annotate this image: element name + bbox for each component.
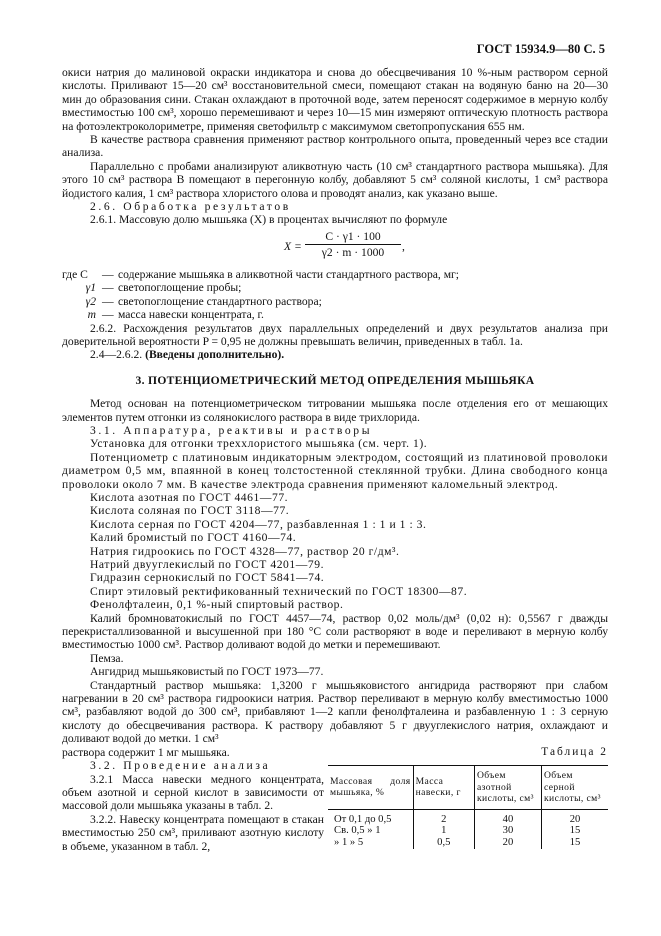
paragraph-standard-solution-end: раствора содержит 1 мг мышьяка. (62, 745, 230, 759)
data-table (328, 765, 608, 849)
paragraph-3-2-1: 3.2.1 Масса навески медного концентрата, объем азотной и серной кислот в зависимости от массовой доли мышьяка указаны в табл. 2. (62, 772, 324, 813)
list-item: Кислота соляная по ГОСТ 3118—77. (90, 504, 290, 518)
table-row (328, 837, 608, 849)
paragraph: Параллельно с пробами анализируют аликвотную часть (10 см³ стандартного раствора мышьяка). Для этого 10 см³ раствора В помещают в перегонную колбу, добавляют 5 см³ соляной кислоты, 1 см³ раствора йодистого калия, 1 см³ раствора хлористого олова и проводят анализ, как указано выше. (62, 159, 608, 200)
table-header-cell: Массовая доля мышьяка, % (328, 766, 413, 810)
table-row (328, 825, 608, 837)
table-cell: 0,5 (413, 837, 474, 849)
list-item: Натрия гидроокись по ГОСТ 4328—77, раствор 20 г/дм³. (90, 544, 400, 558)
legend-row (62, 281, 608, 294)
legend-text: масса навески концентрата, г. (118, 308, 264, 322)
list-item: Гидразин сернокислый по ГОСТ 5841—74. (90, 571, 325, 585)
subsection-heading-2-6: 2.6. Обработка результатов (90, 200, 291, 214)
table-2 (328, 746, 608, 849)
table-cell: 15 (541, 837, 608, 849)
legend-dash: — (102, 294, 114, 308)
paragraph-3-2-2: 3.2.2. Навеску концентрата помещают в стакан вместимостью 250 см³, приливают азотную кислоту в объеме, указанном в табл. 2, (62, 812, 324, 853)
table-cell: » 1 » 5 (334, 837, 364, 849)
table-cell: От 0,1 до 0,5 (334, 813, 392, 825)
table-cell: Св. 0,5 » 1 (334, 825, 381, 837)
legend-text: светопоглощение стандартного раствора; (118, 294, 322, 308)
formula-legend (62, 268, 608, 322)
table-header-cell: Объем азотной кислоты, см³ (474, 766, 541, 810)
paragraph-anhydride: Ангидрид мышьяковистый по ГОСТ 1973—77. (90, 665, 324, 679)
formula-fraction (305, 230, 401, 260)
paragraph-2-6-2: 2.6.2. Расхождения результатов двух параллельных определений и двух результатов анализа при доверительной вероятности P = 0,95 не должны превышать величин, приведенных в табл. 1а. (62, 321, 608, 348)
formula-lhs: X = (284, 239, 302, 253)
page-header: ГОСТ 15934.9—80 С. 5 (476, 42, 605, 56)
list-item: Спирт этиловый ректификованный технический по ГОСТ 18300—87. (90, 584, 468, 598)
list-item: Установка для отгонки треххлористого мышьяка (см. черт. 1). (90, 437, 428, 451)
legend-symbol: γ2 (85, 294, 96, 308)
legend-dash: — (102, 308, 114, 322)
amendment-text: (Введены дополнительно). (145, 348, 285, 362)
legend-row (62, 295, 608, 308)
table-cell: 20 (541, 809, 608, 825)
formula (62, 230, 608, 264)
section-title-3: 3. ПОТЕНЦИОМЕТРИЧЕСКИЙ МЕТОД ОПРЕДЕЛЕНИЯ МЫШЬЯКА (135, 373, 535, 387)
paragraph: В качестве раствора сравнения применяют раствор контрольного опыта, проведенный через все стадии анализа. (62, 133, 608, 160)
list-item: Кислота серная по ГОСТ 4204—77, разбавленная 1 : 1 и 1 : 3. (90, 517, 427, 531)
subsection-heading-3-1: 3.1. Аппаратура, реактивы и растворы (90, 423, 373, 437)
paragraph: окиси натрия до малиновой окраски индикатора и снова до обесцвечивания 10 %-ным раствором серной кислоты. Приливают 15—20 см³ восстановительной смеси, помещают стакан на водяную баню на 20—30 мин до образования сини. Стакан охлаждают в проточной воде, затем переносят содержимое в мерную колбу вместимостью 100 см³, хорошо перемешивают и через 10—15 мин измеряют оптическую плотность раствора на фотоэлектроколориметре, применяя светофильтр с максимумом светопропускания 655 нм. (62, 66, 608, 133)
legend-dash: — (102, 267, 114, 281)
formula-numerator: C · γ1 · 100 (305, 230, 401, 245)
list-item: Фенолфталеин, 0,1 %-ный спиртовый раствор. (90, 598, 344, 612)
subsection-heading-3-2: 3.2. Проведение анализа (90, 759, 271, 773)
formula-end: , (402, 239, 405, 253)
legend-symbol: γ1 (85, 281, 96, 295)
paragraph-pumice: Пемза. (90, 651, 124, 665)
table-header-cell: Масса навески, г (413, 766, 474, 810)
table-header-cell: Объем серной кислоты, см³ (541, 766, 608, 810)
legend-dash: — (102, 281, 114, 295)
table-caption: Таблица 2 (541, 745, 608, 758)
section-intro: Метод основан на потенциометрическом титровании мышьяка после отделения его от мешающих элементов путем отгонки из солянокислого раствора в виде трихлорида. (62, 397, 608, 424)
formula-denominator: γ2 · m · 1000 (321, 246, 385, 260)
table-cell: 2 (413, 809, 474, 825)
table-header-row (328, 766, 608, 810)
paragraph-standard-solution: Стандартный раствор мышьяка: 1,3200 г мышьяковистого ангидрида растворяют при слабом нагревании в 20 см³ раствора гидроокиси натрия. Раствор переливают в мерную колбу вместимостью 1000 см³, разбавляют водой до 300 см³, прибавляют 1—2 капли фенолфталеина и разбавленную 1 : 3 серную кислоту до обесцвечивания раствора. К раствору добавляют 5 г двууглекислого натрия, охлаждают и доливают водой до метки. 1 см³ (62, 678, 608, 746)
legend-symbol: m (87, 308, 96, 322)
reagent-list (62, 437, 608, 611)
table-cell: 15 (541, 825, 608, 837)
amendment-note (62, 348, 608, 361)
bottom-area (62, 746, 608, 853)
list-item: Кислота азотная по ГОСТ 4461—77. (90, 490, 289, 504)
list-item: Потенциометр с платиновым индикаторным электродом, состоящий из платиновой проволоки диаметром 0,5 мм, впаянной в конец толстостенной стеклянной трубки. Длина свободного конца проволоки около 7 мм. В качестве электрода сравнения применяют каломельный электрод. (62, 450, 608, 491)
table-cell: 1 (413, 825, 474, 837)
paragraph-2-6-1: 2.6.1. Массовую долю мышьяка (X) в процентах вычисляют по формуле (90, 213, 448, 227)
legend-symbol: где C (62, 267, 88, 281)
paragraph-potassium-bromate: Калий бромноватокислый по ГОСТ 4457—74, раствор 0,02 моль/дм³ (0,02 н): 0,5567 г дважды перекристаллизованной и высушенной при 180 °С соли растворяют в воде и переливают в мерную колбу вместимостью 1000 см³. Раствор доливают водой до метки и перемешивают. (62, 611, 608, 652)
table-row (328, 809, 608, 825)
table-cell: 20 (474, 837, 541, 849)
amendment-ref: 2.4—2.6.2. (90, 348, 143, 362)
legend-text: светопоглощение пробы; (118, 281, 242, 295)
table-cell: 40 (474, 809, 541, 825)
page-body (62, 66, 608, 853)
legend-row (62, 308, 608, 321)
list-item: Натрий двууглекислый по ГОСТ 4201—79. (90, 558, 325, 571)
table-cell: 30 (474, 825, 541, 837)
left-column (62, 746, 324, 853)
legend-row (62, 268, 608, 281)
legend-text: содержание мышьяка в аликвотной части стандартного раствора, мг; (118, 267, 460, 281)
list-item: Калий бромистый по ГОСТ 4160—74. (90, 531, 297, 545)
